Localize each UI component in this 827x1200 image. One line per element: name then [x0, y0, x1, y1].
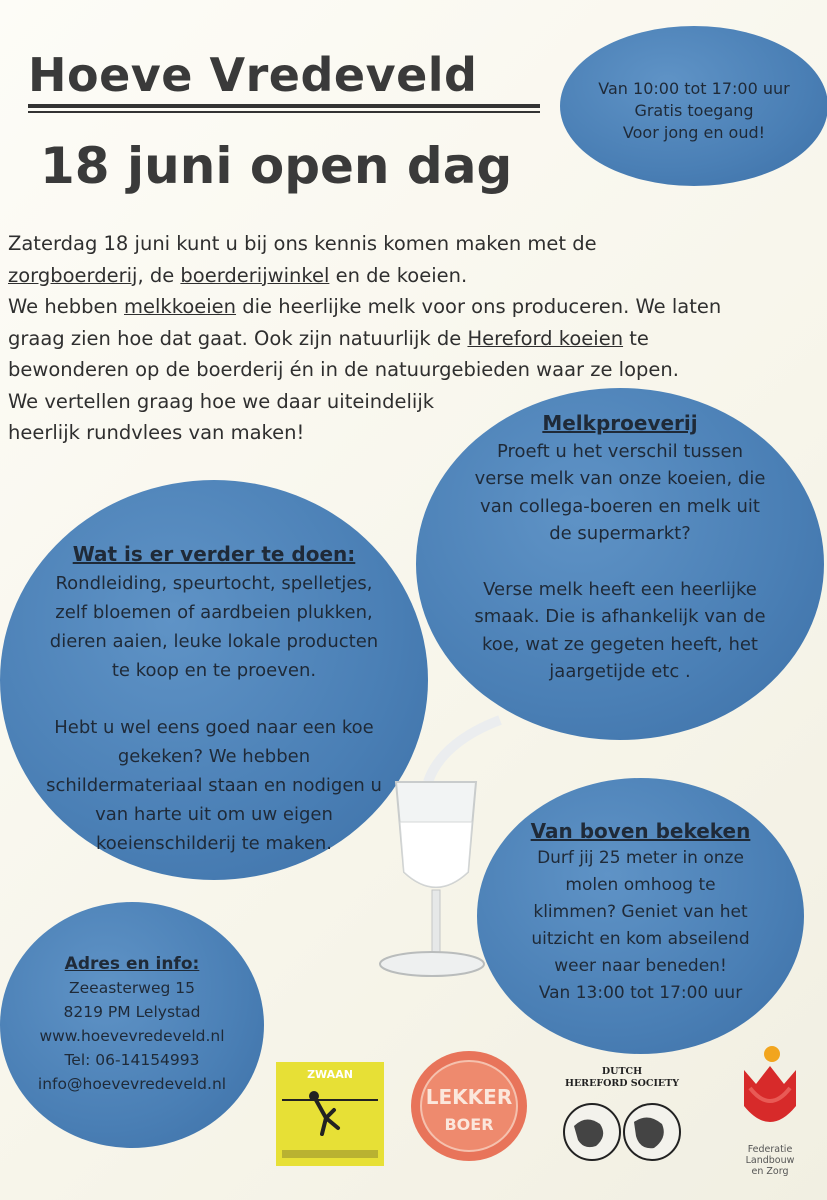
website: www.hoevevredeveld.nl — [39, 1027, 225, 1045]
molen-bubble: Van boven bekeken Durf jij 25 meter in onze molen omhoog te klimmen? Geniet van het uitzicht en kom abseilend weer naar beneden! Van 13:00 tot 17:00 uur — [477, 778, 804, 1054]
link-melkkoeien: melkkoeien — [124, 295, 237, 318]
svg-text:LEKKER: LEKKER — [425, 1085, 513, 1109]
flez-line: Landbouw — [745, 1155, 795, 1166]
link-zorgboerderij: zorgboerderij — [8, 263, 138, 287]
zwaan-logo — [276, 1062, 384, 1166]
activities-heading: Wat is er verder te doen: — [72, 542, 356, 566]
hours-line: Gratis toegang — [634, 101, 754, 120]
address-heading: Adres en info: — [64, 954, 200, 974]
flez-line: en Zorg — [751, 1166, 789, 1177]
hours-line: Van 10:00 tot 17:00 uur — [598, 79, 790, 98]
dutch-hereford-society-logo — [556, 1066, 688, 1162]
hours-bubble — [560, 26, 827, 186]
postcode-city: 8219 PM Lelystad — [63, 1003, 201, 1021]
hereford-logo-text: DUTCH HEREFORD SOCIETY — [564, 1066, 680, 1089]
molen-heading: Van boven bekeken — [530, 819, 751, 843]
federatie-landbouw-zorg-logo — [730, 1044, 810, 1177]
zwaan-logo-text: ZWAAN — [307, 1068, 353, 1081]
page-title: Hoeve Vredeveld — [28, 48, 478, 102]
hours-line: Voor jong en oud! — [622, 123, 766, 142]
link-boerderijwinkel: boerderijwinkel — [180, 263, 330, 287]
link-hereford-koeien: Hereford koeien — [467, 326, 624, 350]
lekker-naar-de-boer-logo — [410, 1050, 528, 1162]
address-bubble — [0, 902, 264, 1148]
phone: Tel: 06-14154993 — [64, 1051, 200, 1069]
intro-text: Zaterdag 18 juni kunt u bij ons kennis komen maken met de zorgboerderij, de boerderijwinkel en de koeien. We hebben melkkoeien die heerlijke melk voor ons produceren. We laten graag zien hoe dat gaat. Ook zijn natuurlijk de Hereford koeien te bewonderen op de boerderij én in de natuurgebieden waar ze lopen. We vertellen graag hoe we daar uiteindelijk heerlijk rundvlees van maken! — [8, 232, 722, 444]
melkproeverij-heading: Melkproeverij — [542, 411, 698, 435]
flez-line: Federatie — [747, 1144, 793, 1155]
title-underline-thin — [28, 111, 540, 113]
street: Zeeasterweg 15 — [69, 979, 195, 997]
event-date-title: 18 juni open dag — [40, 137, 513, 195]
activities-bubble: Wat is er verder te doen: Rondleiding, speurtocht, spelletjes, zelf bloemen of aardbeien plukken, dieren aaien, leuke lokale producten te koop en te proeven. Hebt u wel eens goed naar een koe gekeken? We hebben schildermateriaal staan en nodigen u van harte uit om uw eigen koeienschilderij te maken. — [0, 480, 428, 880]
email: info@hoevevredeveld.nl — [37, 1075, 227, 1093]
title-underline — [28, 104, 540, 108]
svg-text:BOER: BOER — [444, 1115, 494, 1134]
melkproeverij-bubble: Melkproeverij Proeft u het verschil tussen verse melk van onze koeien, die van collega-boeren en melk uit de supermarkt? Verse melk heeft een heerlijke smaak. Die is afhankelijk van de koe, wat ze gegeten heeft, het jaargetijde etc . — [416, 388, 824, 740]
